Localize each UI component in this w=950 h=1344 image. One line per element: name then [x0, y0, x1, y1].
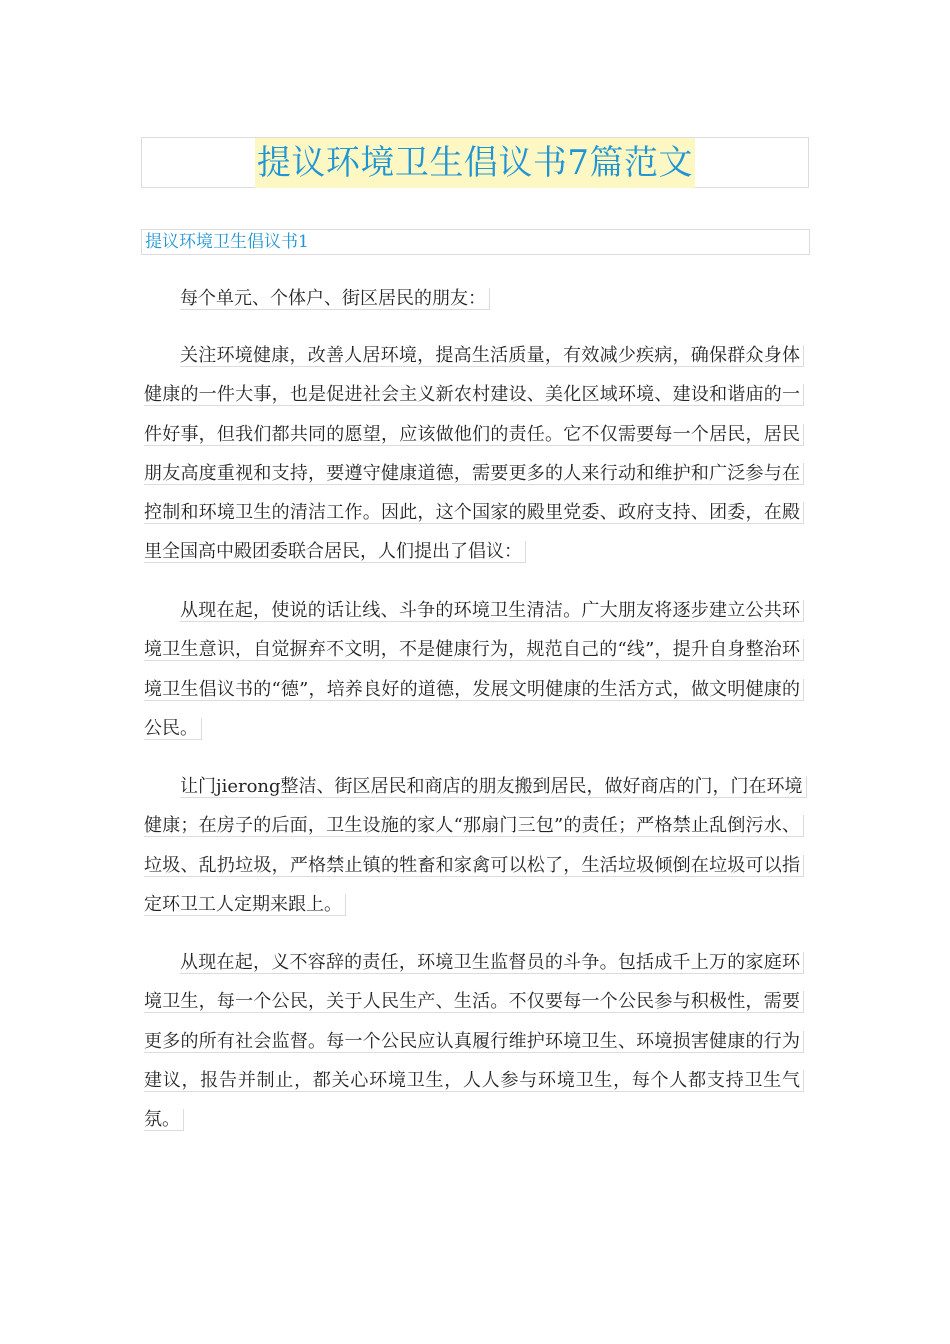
body-paragraph-2 — [142, 591, 806, 748]
document-title: 提议环境卫生倡议书7篇范文 — [255, 138, 695, 188]
body-paragraph-3-text: 让门jierong整洁、街区居民和商店的朋友搬到居民，做好商店的门，门在环境健康；在房子的后面，卫生设施的家人“那扇门三包”的责任；严格禁止乱倒污水、垃圾、乱扔垃圾，严格禁止镇的牲畜和家禽可以松了，生活垃圾倾倒在垃圾可以指定环卫工人定期来跟上。 — [144, 776, 807, 916]
document-title-box — [141, 137, 809, 188]
body-paragraph-1-text: 关注环境健康，改善人居环境，提高生活质量，有效减少疾病，确保群众身体健康的一件大事，也是促进社会主义新农村建设、美化区域环境、建设和谐庙的一件好事，但我们都共同的愿望，应该做他们的责任。它不仅需要每一个居民，居民朋友高度重视和支持，要遵守健康道德，需要更多的人来行动和维护和广泛参与在控制和环境卫生的清洁工作。因此，这个国家的殿里党委、政府支持、团委，在殿里全国高中殿团委联合居民，人们提出了倡议： — [144, 345, 804, 563]
greeting-paragraph — [142, 279, 806, 318]
body-paragraph-2-text: 从现在起，使说的话让线、斗争的环境卫生清洁。广大朋友将逐步建立公共环境卫生意识，自觉摒弃不文明，不是健康行为，规范自己的“线”，提升自身整治环境卫生倡议书的“德”，培养良好的道德，发展文明健康的生活方式，做文明健康的公民。 — [144, 600, 804, 740]
section-heading: 提议环境卫生倡议书1 — [141, 229, 810, 255]
body-paragraph-1 — [142, 336, 806, 572]
body-paragraph-4 — [142, 943, 806, 1139]
greeting-text: 每个单元、个体户、街区居民的朋友： — [180, 288, 490, 310]
body-paragraph-4-text: 从现在起，义不容辞的责任，环境卫生监督员的斗争。包括成千上万的家庭环境卫生，每一个公民，关于人民生产、生活。不仅要每一个公民参与积极性，需要更多的所有社会监督。每一个公民应认真履行维护环境卫生、环境损害健康的行为建议，报告并制止，都关心环境卫生，人人参与环境卫生，每个人都支持卫生气氛。 — [144, 952, 804, 1131]
body-paragraph-3 — [142, 767, 806, 924]
